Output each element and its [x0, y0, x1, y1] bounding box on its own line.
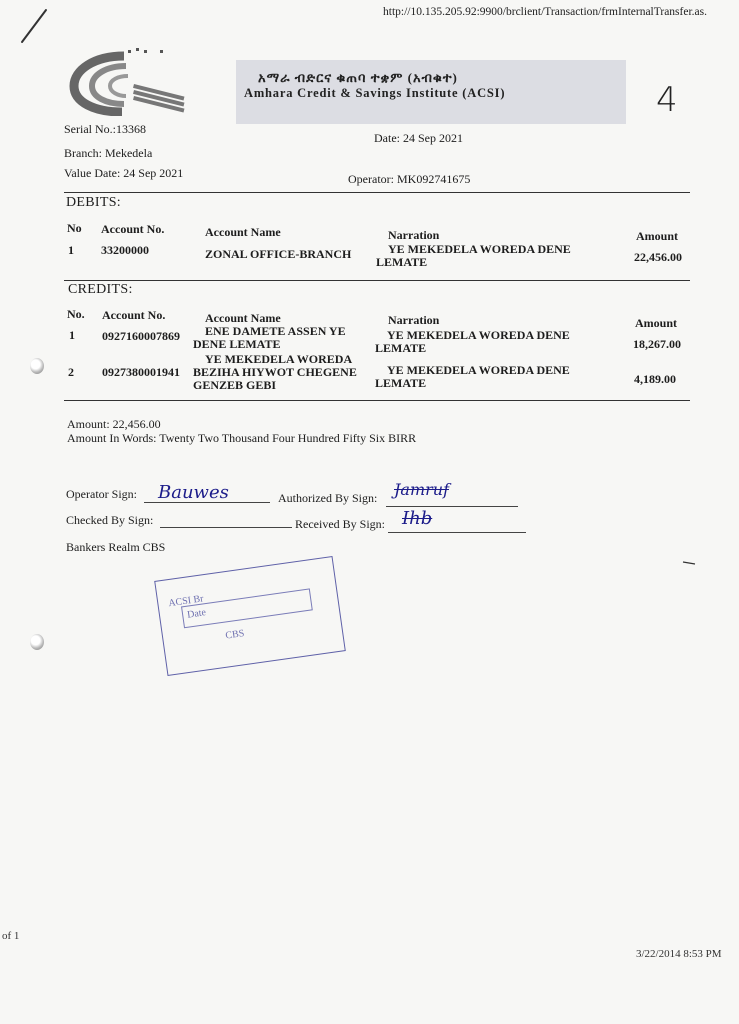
operator-signature: Bauwes [158, 482, 229, 503]
page-count: of 1 [2, 930, 20, 942]
debit-row-amount: 22,456.00 [634, 250, 682, 264]
total-amount: Amount: 22,456.00 [67, 417, 161, 431]
credit-row-1-account-no: 0927160007869 [102, 329, 180, 343]
debits-header-narration: Narration [388, 228, 440, 242]
credits-header-no: No. [67, 307, 85, 321]
stray-mark [682, 560, 696, 566]
punch-hole [30, 358, 44, 374]
page-url: http://10.135.205.92:9900/brclient/Transaction/frmInternalTransfer.as. [383, 6, 707, 18]
institution-name-amharic: አማራ ብድርና ቁጠባ ተቋም (አብቁተ) [258, 70, 458, 85]
punch-hole [30, 634, 44, 650]
credit-row-2-no: 2 [68, 365, 74, 379]
received-sign-label: Received By Sign: [295, 517, 385, 531]
credits-header-amount: Amount [635, 316, 678, 330]
credit-row-2-account-name: YE MEKEDELA WOREDA BEZIHA HIYWOT CHEGENE GENZEB GEBI [193, 352, 357, 392]
credit-row-2-account-no: 0927380001941 [102, 365, 180, 379]
stamp-line-2: Date [186, 607, 207, 621]
received-sign-line [388, 532, 526, 533]
stamp-line-1: ACSI Br [167, 593, 205, 610]
system-name: Bankers Realm CBS [66, 540, 166, 554]
credit-row-2-amount: 4,189.00 [634, 372, 676, 386]
debits-header-no: No [67, 221, 82, 235]
branch-stamp [154, 556, 346, 676]
credit-row-2-narration: YE MEKEDELA WOREDA DENE LEMATE [375, 363, 570, 390]
debit-row-account-no: 33200000 [101, 243, 149, 257]
handwritten-page-number: 4 [656, 80, 678, 120]
credits-header-account-name: Account Name [205, 311, 281, 325]
pen-stroke-mark [18, 8, 52, 46]
credits-title: CREDITS: [68, 282, 133, 297]
debit-row-no: 1 [68, 243, 74, 257]
divider [64, 400, 690, 401]
branch: Branch: Mekedela [64, 146, 153, 160]
stamp-line-3: CBS [224, 628, 246, 642]
credit-row-1-no: 1 [69, 328, 75, 342]
transaction-date: Date: 24 Sep 2021 [374, 131, 463, 145]
acsi-logo-icon [66, 48, 196, 116]
credit-row-1-narration: YE MEKEDELA WOREDA DENE LEMATE [375, 328, 570, 355]
print-timestamp: 3/22/2014 8:53 PM [636, 948, 722, 960]
amount-in-words: Amount In Words: Twenty Two Thousand Four Hundred Fifty Six BIRR [67, 431, 417, 445]
operator-sign-label: Operator Sign: [66, 487, 137, 501]
debits-title: DEBITS: [66, 195, 121, 210]
divider [64, 280, 690, 281]
authorized-signature: Jamruf [394, 480, 449, 499]
divider [64, 192, 690, 193]
debit-row-account-name: ZONAL OFFICE-BRANCH [205, 247, 352, 261]
authorized-sign-label: Authorized By Sign: [278, 491, 378, 505]
credits-header-narration: Narration [388, 313, 440, 327]
debits-header-account-no: Account No. [101, 222, 165, 236]
value-date: Value Date: 24 Sep 2021 [64, 166, 184, 180]
serial-number: Serial No.:13368 [64, 122, 146, 136]
debits-header-amount: Amount [636, 229, 679, 243]
debits-header-account-name: Account Name [205, 225, 281, 239]
operator: Operator: MK092741675 [348, 172, 471, 186]
checked-sign-line [160, 527, 292, 528]
checked-sign-label: Checked By Sign: [66, 513, 154, 527]
debit-row-narration: YE MEKEDELA WOREDA DENE LEMATE [376, 242, 571, 269]
credits-header-account-no: Account No. [102, 308, 166, 322]
received-signature: Ihb [402, 508, 433, 529]
credit-row-1-amount: 18,267.00 [633, 337, 681, 351]
institution-name: Amhara Credit & Savings Institute (ACSI) [244, 86, 506, 100]
authorized-sign-line [386, 506, 518, 507]
credit-row-1-account-name: ENE DAMETE ASSEN YE DENE LEMATE [193, 324, 346, 351]
